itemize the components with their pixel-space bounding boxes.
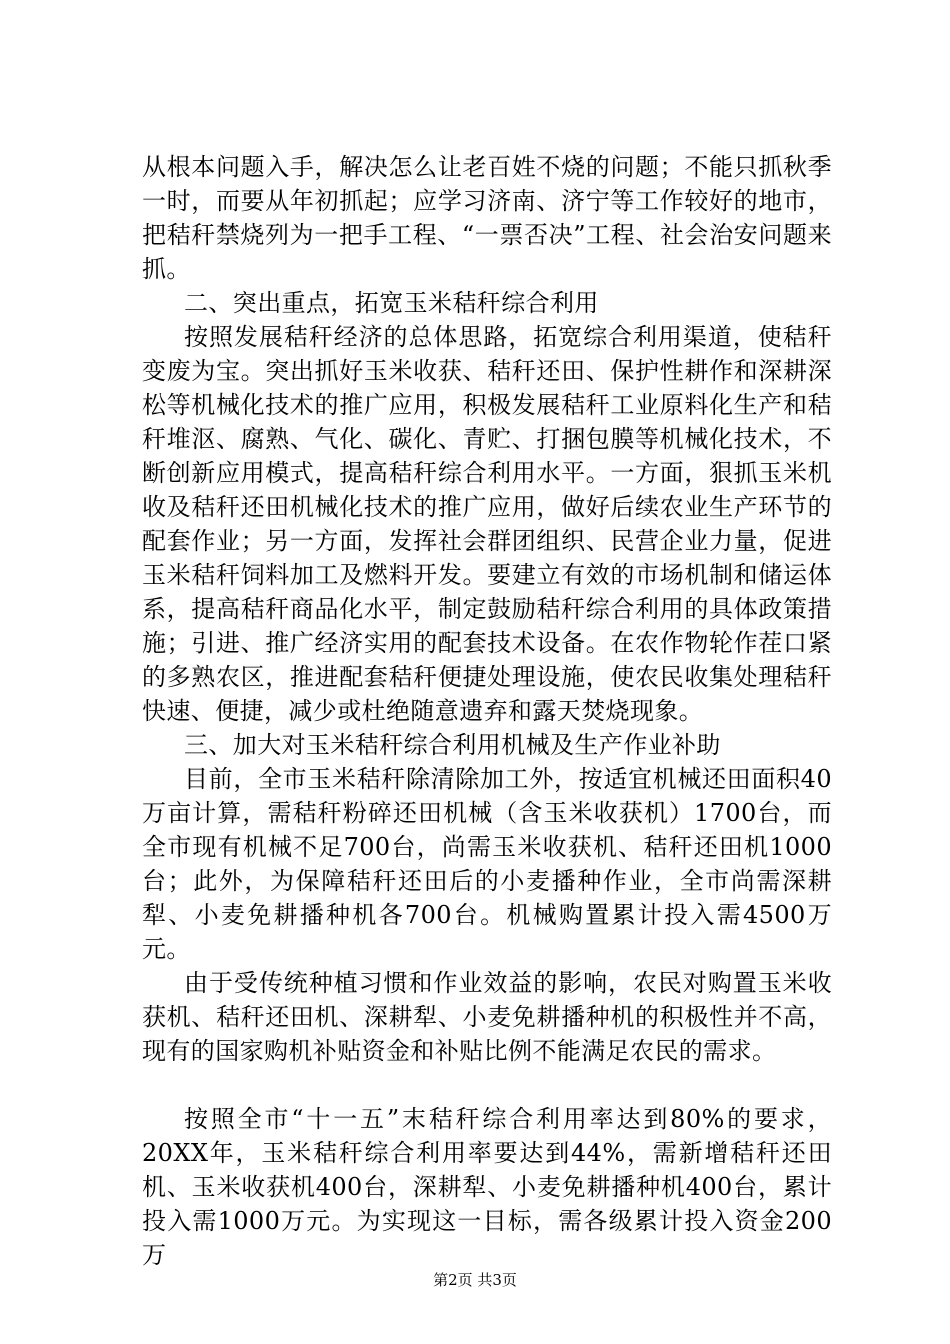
- document-body: [142, 150, 832, 1272]
- paragraph-spacer: [142, 1068, 832, 1102]
- paragraph: 按照全市“十一五”末秸秆综合利用率达到80%的要求，20XX年，玉米秸秆综合利用率要达到44%，需新增秸秆还田机、玉米收获机400台，深耕犁、小麦免耕播种机400台，累计投入需1000万元。为实现这一目标，需各级累计投入资金200万: [142, 1105, 832, 1269]
- section-heading-3: 三、加大对玉米秸秆综合利用机械及生产作业补助: [184, 731, 721, 759]
- paragraph-continued: 从根本问题入手，解决怎么让老百姓不烧的问题；不能只抓秋季一时，而要从年初抓起；应学习济南、济宁等工作较好的地市，把秸秆禁烧列为一把手工程、“一票否决”工程、社会治安问题来抓。: [142, 153, 832, 283]
- paragraph: 按照发展秸秆经济的总体思路，拓宽综合利用渠道，使秸秆变废为宝。突出抓好玉米收获、秸秆还田、保护性耕作和深耕深松等机械化技术的推广应用，积极发展秸秆工业原料化生产和秸秆堆沤、腐熟、气化、碳化、青贮、打捆包膜等机械化技术，不断创新应用模式，提高秸秆综合利用水平。一方面，狠抓玉米机收及秸秆还田机械化技术的推广应用，做好后续农业生产环节的配套作业；另一方面，发挥社会群团组织、民营企业力量，促进玉米秸秆饲料加工及燃料开发。要建立有效的市场机制和储运体系，提高秸秆商品化水平，制定鼓励秸秆综合利用的具体政策措施；引进、推广经济实用的配套技术设备。在农作物轮作茬口紧的多熟农区，推进配套秸秆便捷处理设施，使农民收集处理秸秆快速、便捷，减少或杜绝随意遗弃和露天焚烧现象。: [142, 323, 832, 725]
- section-heading-2: 二、突出重点，拓宽玉米秸秆综合利用: [184, 289, 599, 317]
- page-footer: 第2页 共3页: [433, 1271, 517, 1289]
- paragraph: 目前，全市玉米秸秆除清除加工外，按适宜机械还田面积40万亩计算，需秸秆粉碎还田机械（含玉米收获机）1700台，而全市现有机械不足700台，尚需玉米收获机、秸秆还田机1000台；此外，为保障秸秆还田后的小麦播种作业，全市尚需深耕犁、小麦免耕播种机各700台。机械购置累计投入需4500万元。: [142, 765, 832, 963]
- paragraph: 由于受传统种植习惯和作业效益的影响，农民对购置玉米收获机、秸秆还田机、深耕犁、小麦免耕播种机的积极性并不高，现有的国家购机补贴资金和补贴比例不能满足农民的需求。: [142, 969, 832, 1065]
